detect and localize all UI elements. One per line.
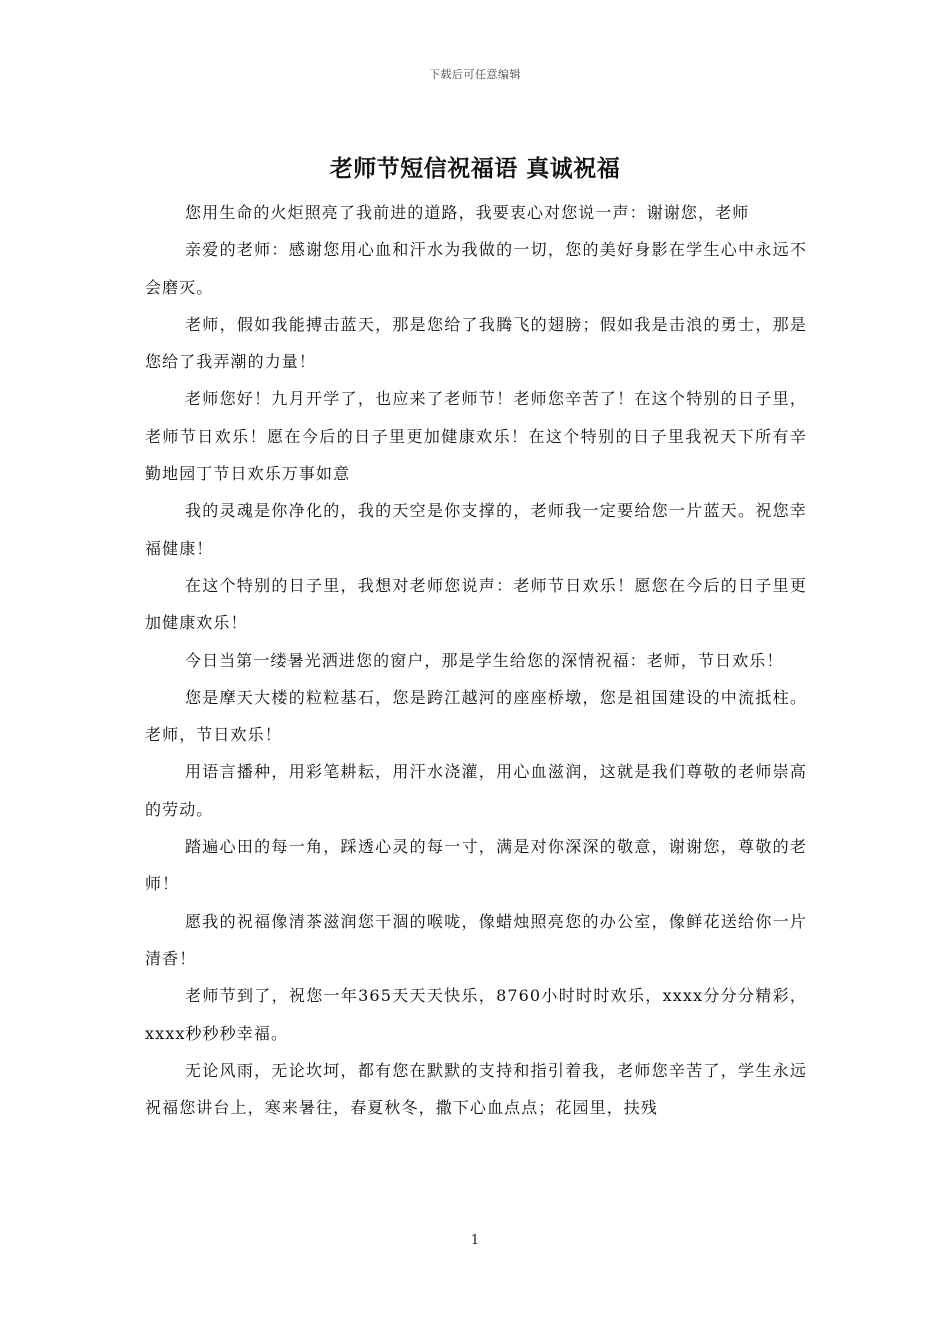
- paragraph: 踏遍心田的每一角，踩透心灵的每一寸，满是对你深深的敬意，谢谢您，尊敬的老师！: [145, 837, 807, 894]
- paragraph: 您用生命的火炬照亮了我前进的道路，我要衷心对您说一声：谢谢您，老师: [185, 203, 750, 222]
- page-header: 下载后可任意编辑: [429, 68, 521, 81]
- paragraph: 亲爱的老师：感谢您用心血和汗水为我做的一切，您的美好身影在学生心中永远不会磨灭。: [145, 240, 807, 297]
- document-body: [145, 194, 807, 1126]
- paragraph: 老师，假如我能搏击蓝天，那是您给了我腾飞的翅膀；假如我是击浪的勇士，那是您给了我弄潮的力量！: [145, 314, 807, 372]
- paragraph: 老师节到了，祝您一年365天天天快乐，8760小时时时欢乐，xxxx分分分精彩，xxxx秒秒秒幸福。: [145, 986, 807, 1043]
- paragraph: 愿我的祝福像清茶滋润您干涸的喉咙，像蜡烛照亮您的办公室，像鲜花送给你一片清香！: [145, 911, 807, 968]
- paragraph: 用语言播种，用彩笔耕耘，用汗水浇灌，用心血滋润，这就是我们尊敬的老师崇高的劳动。: [145, 762, 807, 819]
- paragraph: 您是摩天大楼的粒粒基石，您是跨江越河的座座桥墩，您是祖国建设的中流抵柱。老师，节日欢乐！: [145, 687, 807, 745]
- page-number: 1: [470, 1233, 480, 1248]
- document-title: 老师节短信祝福语 真诚祝福: [329, 155, 621, 182]
- paragraph: 无论风雨，无论坎坷，都有您在默默的支持和指引着我，老师您辛苦了，学生永远祝福您讲台上，寒来暑往，春夏秋冬，撒下心血点点；花园里，扶残: [145, 1060, 807, 1118]
- paragraph: 我的灵魂是你净化的，我的天空是你支撑的，老师我一定要给您一片蓝天。祝您幸福健康！: [145, 501, 807, 558]
- paragraph: 今日当第一缕暑光洒进您的窗户，那是学生给您的深情祝福：老师，节日欢乐！: [185, 650, 784, 670]
- paragraph: 老师您好！九月开学了，也应来了老师节！老师您辛苦了！在这个特别的日子里，老师节日欢乐！愿在今后的日子里更加健康欢乐！在这个特别的日子里我祝天下所有辛勤地园丁节日欢乐万事如意: [145, 389, 807, 484]
- paragraph: 在这个特别的日子里，我想对老师您说声：老师节日欢乐！愿您在今后的日子里更加健康欢乐！: [145, 575, 807, 633]
